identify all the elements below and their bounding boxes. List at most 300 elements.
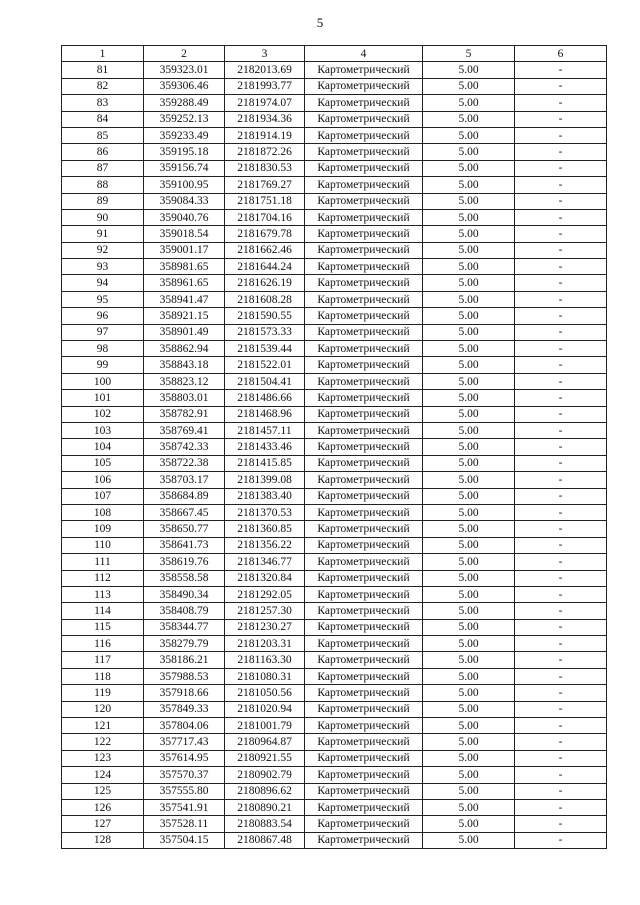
y-coordinate-cell: 2181020.94 xyxy=(225,701,305,717)
x-coordinate-cell: 358901.49 xyxy=(144,324,225,340)
description-cell: - xyxy=(515,554,607,570)
method-cell: Картометрический xyxy=(305,242,423,258)
y-coordinate-cell: 2181468.96 xyxy=(225,406,305,422)
method-cell: Картометрический xyxy=(305,439,423,455)
point-number-cell: 118 xyxy=(62,668,144,684)
x-coordinate-cell: 359195.18 xyxy=(144,144,225,160)
table-row xyxy=(62,767,607,783)
table-row xyxy=(62,734,607,750)
x-coordinate-cell: 357541.91 xyxy=(144,799,225,815)
point-number-cell: 94 xyxy=(62,275,144,291)
description-cell: - xyxy=(515,78,607,94)
y-coordinate-cell: 2181457.11 xyxy=(225,422,305,438)
x-coordinate-cell: 358186.21 xyxy=(144,652,225,668)
description-cell: - xyxy=(515,488,607,504)
description-cell: - xyxy=(515,734,607,750)
method-cell: Картометрический xyxy=(305,259,423,275)
method-cell: Картометрический xyxy=(305,570,423,586)
description-cell: - xyxy=(515,701,607,717)
description-cell: - xyxy=(515,357,607,373)
point-number-cell: 98 xyxy=(62,341,144,357)
accuracy-cell: 5.00 xyxy=(423,521,515,537)
y-coordinate-cell: 2182013.69 xyxy=(225,62,305,78)
accuracy-cell: 5.00 xyxy=(423,816,515,832)
accuracy-cell: 5.00 xyxy=(423,341,515,357)
point-number-cell: 84 xyxy=(62,111,144,127)
point-number-cell: 104 xyxy=(62,439,144,455)
x-coordinate-cell: 357717.43 xyxy=(144,734,225,750)
description-cell: - xyxy=(515,308,607,324)
method-cell: Картометрический xyxy=(305,472,423,488)
x-coordinate-cell: 358782.91 xyxy=(144,406,225,422)
method-cell: Картометрический xyxy=(305,750,423,766)
method-cell: Картометрический xyxy=(305,62,423,78)
accuracy-cell: 5.00 xyxy=(423,767,515,783)
description-cell: - xyxy=(515,209,607,225)
description-cell: - xyxy=(515,455,607,471)
accuracy-cell: 5.00 xyxy=(423,193,515,209)
y-coordinate-cell: 2181662.46 xyxy=(225,242,305,258)
table-row xyxy=(62,177,607,193)
accuracy-cell: 5.00 xyxy=(423,127,515,143)
description-cell: - xyxy=(515,537,607,553)
y-coordinate-cell: 2181608.28 xyxy=(225,291,305,307)
method-cell: Картометрический xyxy=(305,455,423,471)
description-cell: - xyxy=(515,799,607,815)
point-number-cell: 89 xyxy=(62,193,144,209)
y-coordinate-cell: 2181415.85 xyxy=(225,455,305,471)
point-number-cell: 127 xyxy=(62,816,144,832)
table-row xyxy=(62,275,607,291)
accuracy-cell: 5.00 xyxy=(423,242,515,258)
table-row xyxy=(62,308,607,324)
method-cell: Картометрический xyxy=(305,177,423,193)
column-header: 6 xyxy=(515,46,607,62)
method-cell: Картометрический xyxy=(305,193,423,209)
y-coordinate-cell: 2181934.36 xyxy=(225,111,305,127)
description-cell: - xyxy=(515,521,607,537)
description-cell: - xyxy=(515,324,607,340)
table-header-row xyxy=(62,46,607,62)
table-row xyxy=(62,504,607,520)
y-coordinate-cell: 2181001.79 xyxy=(225,718,305,734)
x-coordinate-cell: 358279.79 xyxy=(144,636,225,652)
accuracy-cell: 5.00 xyxy=(423,455,515,471)
method-cell: Картометрический xyxy=(305,341,423,357)
point-number-cell: 115 xyxy=(62,619,144,635)
x-coordinate-cell: 358961.65 xyxy=(144,275,225,291)
accuracy-cell: 5.00 xyxy=(423,799,515,815)
x-coordinate-cell: 359323.01 xyxy=(144,62,225,78)
method-cell: Картометрический xyxy=(305,95,423,111)
accuracy-cell: 5.00 xyxy=(423,488,515,504)
accuracy-cell: 5.00 xyxy=(423,259,515,275)
point-number-cell: 114 xyxy=(62,603,144,619)
x-coordinate-cell: 358981.65 xyxy=(144,259,225,275)
table-row xyxy=(62,111,607,127)
point-number-cell: 120 xyxy=(62,701,144,717)
x-coordinate-cell: 358941.47 xyxy=(144,291,225,307)
point-number-cell: 100 xyxy=(62,373,144,389)
method-cell: Картометрический xyxy=(305,422,423,438)
point-number-cell: 112 xyxy=(62,570,144,586)
y-coordinate-cell: 2181769.27 xyxy=(225,177,305,193)
table-row xyxy=(62,685,607,701)
table-row xyxy=(62,144,607,160)
point-number-cell: 83 xyxy=(62,95,144,111)
point-number-cell: 119 xyxy=(62,685,144,701)
accuracy-cell: 5.00 xyxy=(423,373,515,389)
point-number-cell: 91 xyxy=(62,226,144,242)
method-cell: Картометрический xyxy=(305,832,423,848)
description-cell: - xyxy=(515,177,607,193)
method-cell: Картометрический xyxy=(305,357,423,373)
x-coordinate-cell: 358619.76 xyxy=(144,554,225,570)
y-coordinate-cell: 2181360.85 xyxy=(225,521,305,537)
description-cell: - xyxy=(515,62,607,78)
table-row xyxy=(62,390,607,406)
table-row xyxy=(62,291,607,307)
table-row xyxy=(62,193,607,209)
x-coordinate-cell: 359156.74 xyxy=(144,160,225,176)
method-cell: Картометрический xyxy=(305,291,423,307)
method-cell: Картометрический xyxy=(305,734,423,750)
y-coordinate-cell: 2180964.87 xyxy=(225,734,305,750)
method-cell: Картометрический xyxy=(305,701,423,717)
point-number-cell: 92 xyxy=(62,242,144,258)
table-row xyxy=(62,160,607,176)
description-cell: - xyxy=(515,586,607,602)
x-coordinate-cell: 358769.41 xyxy=(144,422,225,438)
accuracy-cell: 5.00 xyxy=(423,144,515,160)
x-coordinate-cell: 358823.12 xyxy=(144,373,225,389)
column-header: 4 xyxy=(305,46,423,62)
table-row xyxy=(62,62,607,78)
description-cell: - xyxy=(515,422,607,438)
method-cell: Картометрический xyxy=(305,226,423,242)
point-number-cell: 82 xyxy=(62,78,144,94)
accuracy-cell: 5.00 xyxy=(423,783,515,799)
description-cell: - xyxy=(515,439,607,455)
point-number-cell: 125 xyxy=(62,783,144,799)
table-row xyxy=(62,259,607,275)
table-row xyxy=(62,488,607,504)
y-coordinate-cell: 2181751.18 xyxy=(225,193,305,209)
y-coordinate-cell: 2181370.53 xyxy=(225,504,305,520)
y-coordinate-cell: 2181383.40 xyxy=(225,488,305,504)
y-coordinate-cell: 2181590.55 xyxy=(225,308,305,324)
description-cell: - xyxy=(515,160,607,176)
table-row xyxy=(62,95,607,111)
y-coordinate-cell: 2181257.30 xyxy=(225,603,305,619)
description-cell: - xyxy=(515,504,607,520)
point-number-cell: 124 xyxy=(62,767,144,783)
accuracy-cell: 5.00 xyxy=(423,832,515,848)
point-number-cell: 113 xyxy=(62,586,144,602)
accuracy-cell: 5.00 xyxy=(423,701,515,717)
table-row xyxy=(62,521,607,537)
x-coordinate-cell: 358722.38 xyxy=(144,455,225,471)
accuracy-cell: 5.00 xyxy=(423,357,515,373)
y-coordinate-cell: 2180867.48 xyxy=(225,832,305,848)
description-cell: - xyxy=(515,783,607,799)
y-coordinate-cell: 2181486.66 xyxy=(225,390,305,406)
y-coordinate-cell: 2181872.26 xyxy=(225,144,305,160)
x-coordinate-cell: 357528.11 xyxy=(144,816,225,832)
method-cell: Картометрический xyxy=(305,636,423,652)
accuracy-cell: 5.00 xyxy=(423,160,515,176)
point-number-cell: 81 xyxy=(62,62,144,78)
x-coordinate-cell: 358803.01 xyxy=(144,390,225,406)
method-cell: Картометрический xyxy=(305,619,423,635)
y-coordinate-cell: 2181679.78 xyxy=(225,226,305,242)
method-cell: Картометрический xyxy=(305,799,423,815)
accuracy-cell: 5.00 xyxy=(423,668,515,684)
y-coordinate-cell: 2180883.54 xyxy=(225,816,305,832)
method-cell: Картометрический xyxy=(305,767,423,783)
table-row xyxy=(62,619,607,635)
point-number-cell: 121 xyxy=(62,718,144,734)
point-number-cell: 126 xyxy=(62,799,144,815)
table-row xyxy=(62,832,607,848)
point-number-cell: 88 xyxy=(62,177,144,193)
method-cell: Картометрический xyxy=(305,504,423,520)
description-cell: - xyxy=(515,750,607,766)
accuracy-cell: 5.00 xyxy=(423,177,515,193)
description-cell: - xyxy=(515,767,607,783)
x-coordinate-cell: 357504.15 xyxy=(144,832,225,848)
table-row xyxy=(62,341,607,357)
table-row xyxy=(62,718,607,734)
description-cell: - xyxy=(515,636,607,652)
y-coordinate-cell: 2181292.05 xyxy=(225,586,305,602)
x-coordinate-cell: 359288.49 xyxy=(144,95,225,111)
x-coordinate-cell: 359018.54 xyxy=(144,226,225,242)
y-coordinate-cell: 2181993.77 xyxy=(225,78,305,94)
x-coordinate-cell: 359040.76 xyxy=(144,209,225,225)
y-coordinate-cell: 2181504.41 xyxy=(225,373,305,389)
method-cell: Картометрический xyxy=(305,652,423,668)
table-row xyxy=(62,603,607,619)
table-row xyxy=(62,783,607,799)
description-cell: - xyxy=(515,816,607,832)
method-cell: Картометрический xyxy=(305,521,423,537)
point-number-cell: 99 xyxy=(62,357,144,373)
table-row xyxy=(62,324,607,340)
point-number-cell: 110 xyxy=(62,537,144,553)
x-coordinate-cell: 359252.13 xyxy=(144,111,225,127)
table-row xyxy=(62,127,607,143)
x-coordinate-cell: 358684.89 xyxy=(144,488,225,504)
table-row xyxy=(62,668,607,684)
method-cell: Картометрический xyxy=(305,209,423,225)
y-coordinate-cell: 2181539.44 xyxy=(225,341,305,357)
column-header: 2 xyxy=(144,46,225,62)
accuracy-cell: 5.00 xyxy=(423,586,515,602)
description-cell: - xyxy=(515,291,607,307)
table-row xyxy=(62,422,607,438)
point-number-cell: 117 xyxy=(62,652,144,668)
point-number-cell: 128 xyxy=(62,832,144,848)
x-coordinate-cell: 359233.49 xyxy=(144,127,225,143)
method-cell: Картометрический xyxy=(305,668,423,684)
method-cell: Картометрический xyxy=(305,78,423,94)
table-row xyxy=(62,406,607,422)
y-coordinate-cell: 2181573.33 xyxy=(225,324,305,340)
table-row xyxy=(62,209,607,225)
accuracy-cell: 5.00 xyxy=(423,652,515,668)
point-number-cell: 85 xyxy=(62,127,144,143)
y-coordinate-cell: 2181356.22 xyxy=(225,537,305,553)
point-number-cell: 96 xyxy=(62,308,144,324)
method-cell: Картометрический xyxy=(305,324,423,340)
point-number-cell: 106 xyxy=(62,472,144,488)
point-number-cell: 102 xyxy=(62,406,144,422)
description-cell: - xyxy=(515,127,607,143)
accuracy-cell: 5.00 xyxy=(423,472,515,488)
table-row xyxy=(62,373,607,389)
accuracy-cell: 5.00 xyxy=(423,291,515,307)
x-coordinate-cell: 357555.80 xyxy=(144,783,225,799)
y-coordinate-cell: 2181914.19 xyxy=(225,127,305,143)
point-number-cell: 87 xyxy=(62,160,144,176)
x-coordinate-cell: 357614.95 xyxy=(144,750,225,766)
method-cell: Картометрический xyxy=(305,144,423,160)
table-body xyxy=(62,62,607,849)
x-coordinate-cell: 358558.58 xyxy=(144,570,225,586)
y-coordinate-cell: 2181320.84 xyxy=(225,570,305,586)
y-coordinate-cell: 2181644.24 xyxy=(225,259,305,275)
point-number-cell: 105 xyxy=(62,455,144,471)
description-cell: - xyxy=(515,144,607,160)
description-cell: - xyxy=(515,193,607,209)
table-row xyxy=(62,439,607,455)
y-coordinate-cell: 2180921.55 xyxy=(225,750,305,766)
description-cell: - xyxy=(515,472,607,488)
y-coordinate-cell: 2181522.01 xyxy=(225,357,305,373)
x-coordinate-cell: 359084.33 xyxy=(144,193,225,209)
description-cell: - xyxy=(515,619,607,635)
accuracy-cell: 5.00 xyxy=(423,422,515,438)
description-cell: - xyxy=(515,226,607,242)
description-cell: - xyxy=(515,668,607,684)
point-number-cell: 86 xyxy=(62,144,144,160)
x-coordinate-cell: 358344.77 xyxy=(144,619,225,635)
accuracy-cell: 5.00 xyxy=(423,275,515,291)
description-cell: - xyxy=(515,603,607,619)
x-coordinate-cell: 358843.18 xyxy=(144,357,225,373)
y-coordinate-cell: 2181230.27 xyxy=(225,619,305,635)
description-cell: - xyxy=(515,685,607,701)
table-row xyxy=(62,636,607,652)
point-number-cell: 122 xyxy=(62,734,144,750)
description-cell: - xyxy=(515,718,607,734)
x-coordinate-cell: 358703.17 xyxy=(144,472,225,488)
y-coordinate-cell: 2181974.07 xyxy=(225,95,305,111)
point-number-cell: 107 xyxy=(62,488,144,504)
method-cell: Картометрический xyxy=(305,308,423,324)
x-coordinate-cell: 358742.33 xyxy=(144,439,225,455)
x-coordinate-cell: 359306.46 xyxy=(144,78,225,94)
x-coordinate-cell: 358641.73 xyxy=(144,537,225,553)
y-coordinate-cell: 2181346.77 xyxy=(225,554,305,570)
y-coordinate-cell: 2180902.79 xyxy=(225,767,305,783)
point-number-cell: 116 xyxy=(62,636,144,652)
accuracy-cell: 5.00 xyxy=(423,209,515,225)
column-header: 3 xyxy=(225,46,305,62)
method-cell: Картометрический xyxy=(305,537,423,553)
x-coordinate-cell: 358667.45 xyxy=(144,504,225,520)
table-row xyxy=(62,816,607,832)
point-number-cell: 109 xyxy=(62,521,144,537)
x-coordinate-cell: 358921.15 xyxy=(144,308,225,324)
coordinates-table xyxy=(61,45,607,849)
description-cell: - xyxy=(515,373,607,389)
description-cell: - xyxy=(515,242,607,258)
description-cell: - xyxy=(515,275,607,291)
table-row xyxy=(62,537,607,553)
description-cell: - xyxy=(515,570,607,586)
table-row xyxy=(62,701,607,717)
table-row xyxy=(62,455,607,471)
y-coordinate-cell: 2181080.31 xyxy=(225,668,305,684)
table-row xyxy=(62,554,607,570)
table-row xyxy=(62,652,607,668)
table-row xyxy=(62,472,607,488)
accuracy-cell: 5.00 xyxy=(423,570,515,586)
description-cell: - xyxy=(515,652,607,668)
y-coordinate-cell: 2181433.46 xyxy=(225,439,305,455)
y-coordinate-cell: 2180896.62 xyxy=(225,783,305,799)
method-cell: Картометрический xyxy=(305,603,423,619)
table-row xyxy=(62,750,607,766)
accuracy-cell: 5.00 xyxy=(423,636,515,652)
accuracy-cell: 5.00 xyxy=(423,324,515,340)
table-row xyxy=(62,78,607,94)
accuracy-cell: 5.00 xyxy=(423,111,515,127)
y-coordinate-cell: 2181830.53 xyxy=(225,160,305,176)
x-coordinate-cell: 358650.77 xyxy=(144,521,225,537)
y-coordinate-cell: 2181163.30 xyxy=(225,652,305,668)
accuracy-cell: 5.00 xyxy=(423,750,515,766)
column-header: 5 xyxy=(423,46,515,62)
accuracy-cell: 5.00 xyxy=(423,685,515,701)
description-cell: - xyxy=(515,259,607,275)
point-number-cell: 101 xyxy=(62,390,144,406)
accuracy-cell: 5.00 xyxy=(423,554,515,570)
description-cell: - xyxy=(515,390,607,406)
method-cell: Картометрический xyxy=(305,816,423,832)
method-cell: Картометрический xyxy=(305,685,423,701)
x-coordinate-cell: 358408.79 xyxy=(144,603,225,619)
accuracy-cell: 5.00 xyxy=(423,504,515,520)
x-coordinate-cell: 358490.34 xyxy=(144,586,225,602)
accuracy-cell: 5.00 xyxy=(423,78,515,94)
x-coordinate-cell: 359100.95 xyxy=(144,177,225,193)
accuracy-cell: 5.00 xyxy=(423,734,515,750)
point-number-cell: 95 xyxy=(62,291,144,307)
description-cell: - xyxy=(515,95,607,111)
method-cell: Картометрический xyxy=(305,718,423,734)
point-number-cell: 108 xyxy=(62,504,144,520)
point-number-cell: 90 xyxy=(62,209,144,225)
point-number-cell: 93 xyxy=(62,259,144,275)
table-row xyxy=(62,570,607,586)
y-coordinate-cell: 2181203.31 xyxy=(225,636,305,652)
x-coordinate-cell: 357804.06 xyxy=(144,718,225,734)
method-cell: Картометрический xyxy=(305,111,423,127)
x-coordinate-cell: 357849.33 xyxy=(144,701,225,717)
